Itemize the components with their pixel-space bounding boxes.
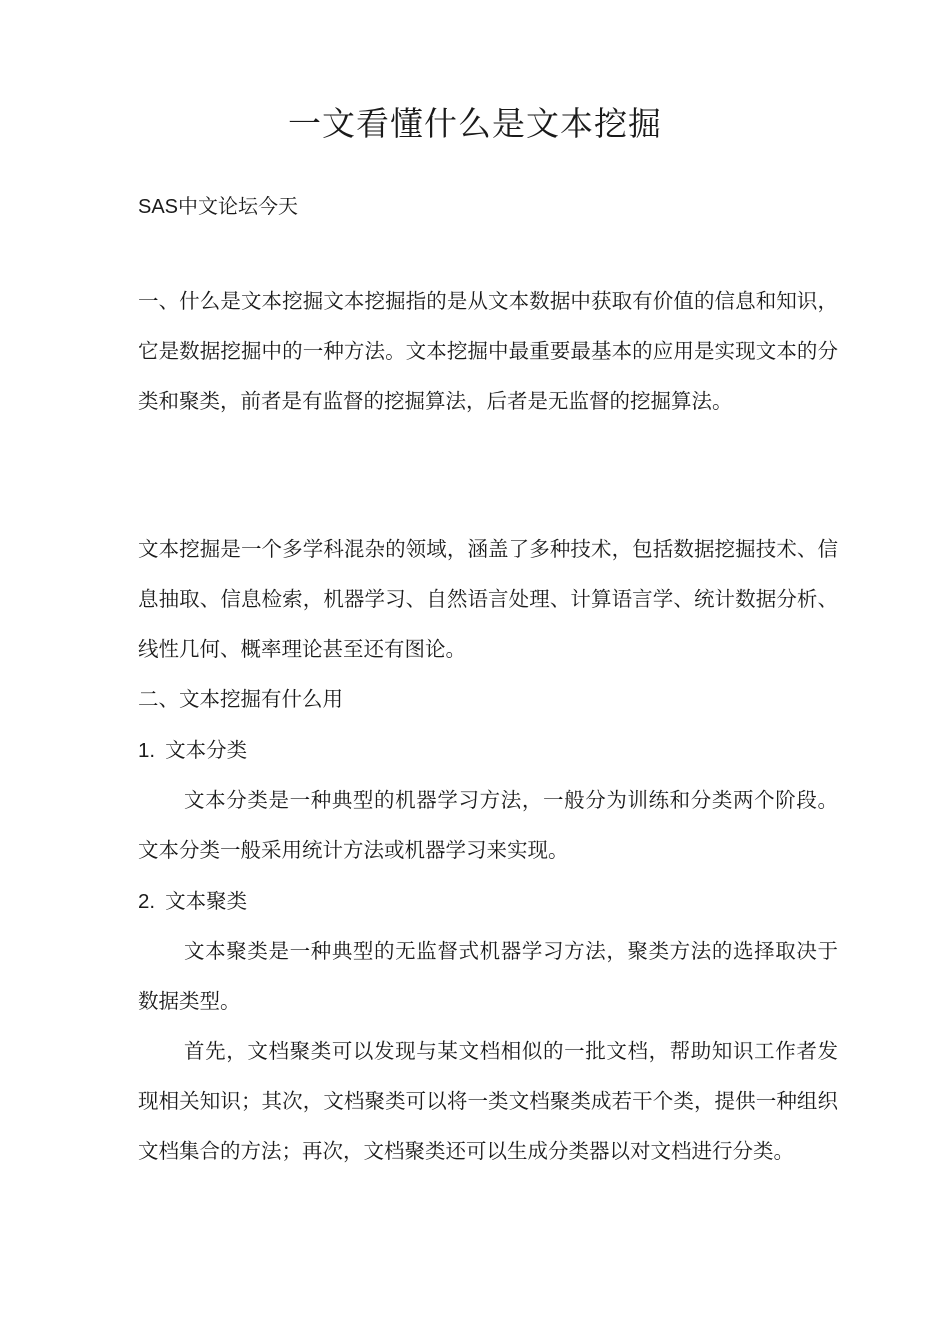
list-number: 1. <box>138 739 156 762</box>
paragraph-multidisciplinary: 文本挖掘是一个多学科混杂的领域，涵盖了多种技术，包括数据挖掘技术、信息抽取、信息检索，机器学习、自然语言处理、计算语言学、统计数据分析、线性几何、概率理论甚至还有图论。 <box>138 537 838 661</box>
list-label: 文本聚类 <box>165 889 248 913</box>
paragraph-text-clustering: 文本聚类是一种典型的无监督式机器学习方法，聚类方法的选择取决于数据类型。 <box>138 939 838 1013</box>
list-item-text-clustering <box>138 876 838 927</box>
paragraph-text-classification: 文本分类是一种典型的机器学习方法，一般分为训练和分类两个阶段。文本分类一般采用统计方法或机器学习来实现。 <box>138 788 838 862</box>
section-heading-uses: 二、文本挖掘有什么用 <box>138 687 343 711</box>
list-number: 2. <box>138 890 156 913</box>
list-label: 文本分类 <box>165 738 248 762</box>
paragraph-clustering-benefits: 首先，文档聚类可以发现与某文档相似的一批文档，帮助知识工作者发现相关知识；其次，文档聚类可以将一类文档聚类成若干个类，提供一种组织文档集合的方法；再次，文档聚类还可以生成分类器以对文档进行分类。 <box>138 1039 838 1163</box>
source-line: SAS中文论坛今天 <box>138 196 299 218</box>
paragraph-what-is-text-mining: 一、什么是文本挖掘文本挖掘指的是从文本数据中获取有价值的信息和知识，它是数据挖掘中的一种方法。文本挖掘中最重要最基本的应用是实现文本的分类和聚类，前者是有监督的挖掘算法，后者是无监督的挖掘算法。 <box>138 289 838 413</box>
document-title: 一文看懂什么是文本挖掘 <box>288 104 662 143</box>
list-item-text-classification <box>138 725 838 776</box>
